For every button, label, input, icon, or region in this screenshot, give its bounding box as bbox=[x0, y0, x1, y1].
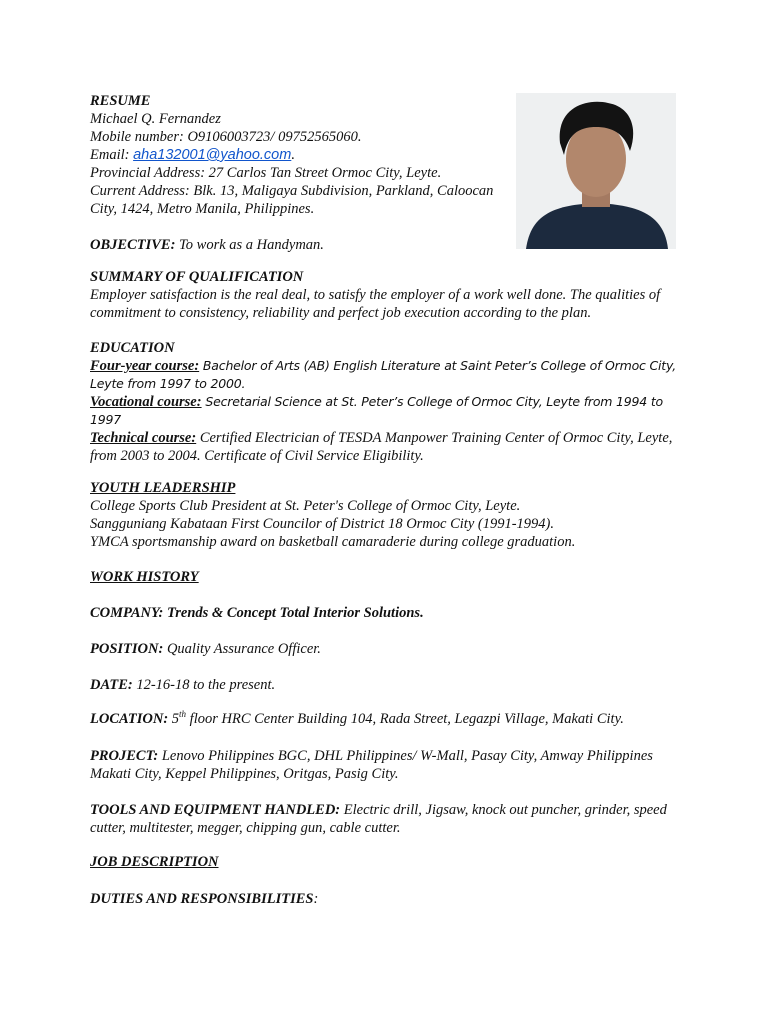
location-label: LOCATION: bbox=[90, 711, 169, 727]
objective-section bbox=[90, 236, 680, 254]
youth-heading: YOUTH LEADERSHIP bbox=[90, 480, 236, 496]
summary-text: Employer satisfaction is the real deal, to satisfy the employer of a work well done. The qualities of commitment to consistency, reliability and perfect job execution according to the plan. bbox=[90, 287, 661, 321]
profile-photo bbox=[516, 93, 676, 249]
project-value: Lenovo Philippines BGC, DHL Philippines/ W-Mall, Pasay City, Amway Philippines Makati City, Keppel Philippines, Oritgas, Pasig City. bbox=[90, 748, 653, 782]
youth-item: Sangguniang Kabataan First Councilor of District 18 Ormoc City (1991-1994). bbox=[90, 516, 554, 532]
project-label: PROJECT: bbox=[90, 748, 159, 764]
date-value: 12-16-18 to the present. bbox=[132, 677, 276, 693]
location-value: floor HRC Center Building 104, Rada Street, Legazpi Village, Makati City. bbox=[186, 711, 624, 727]
job-description-heading: JOB DESCRIPTION bbox=[90, 854, 219, 870]
duties-heading bbox=[90, 890, 680, 908]
date-label: DATE: bbox=[90, 677, 133, 693]
mobile-number: Mobile number: O9106003723/ 09752565060. bbox=[90, 129, 362, 145]
summary-heading: SUMMARY OF QUALIFICATION bbox=[90, 269, 304, 285]
position-label: POSITION: bbox=[90, 641, 164, 657]
education-heading: EDUCATION bbox=[90, 340, 175, 356]
resume-title: RESUME bbox=[90, 93, 151, 109]
work-history-heading: WORK HISTORY bbox=[90, 569, 199, 585]
tools-label: TOOLS AND EQUIPMENT HANDLED: bbox=[90, 802, 341, 818]
tools-value: Electric drill, Jigsaw, knock out puncher, grinder, speed cutter, multitester, megger, chipping gun, cable cutter. bbox=[90, 802, 667, 836]
summary-section bbox=[90, 268, 680, 322]
email-label: Email: bbox=[90, 147, 134, 163]
position bbox=[90, 640, 680, 658]
location bbox=[90, 710, 680, 728]
objective-text: To work as a Handyman. bbox=[175, 237, 324, 253]
four-year-label: Four-year course: bbox=[90, 358, 200, 374]
position-value: Quality Assurance Officer. bbox=[163, 641, 321, 657]
current-address-line1: Current Address: Blk. 13, Maligaya Subdivision, Parkland, Caloocan bbox=[90, 183, 494, 199]
vocational-label: Vocational course: bbox=[90, 394, 202, 410]
current-address-line2: City, 1424, Metro Manila, Philippines. bbox=[90, 201, 315, 217]
date bbox=[90, 676, 680, 694]
technical-text: Certified Electrician of TESDA Manpower Training Center of Ormoc City, Leyte, from 2003 to 2004. Certificate of Civil Service Eligibility. bbox=[90, 430, 673, 464]
provincial-address: Provincial Address: 27 Carlos Tan Street Ormoc City, Leyte. bbox=[90, 165, 442, 181]
youth-item: YMCA sportsmanship award on basketball camaraderie during college graduation. bbox=[90, 534, 576, 550]
location-floor: 5 bbox=[168, 711, 180, 727]
company: COMPANY: Trends & Concept Total Interior Solutions. bbox=[90, 605, 424, 621]
youth-item: College Sports Club President at St. Peter's College of Ormoc City, Leyte. bbox=[90, 498, 521, 514]
four-year-text: Bachelor of Arts (AB) English Literature at Saint Peter’s College of Ormoc City, Leyte from 1997 to 2000. bbox=[90, 358, 676, 391]
youth-section bbox=[90, 479, 680, 551]
tools bbox=[90, 801, 680, 837]
applicant-name: Michael Q. Fernandez bbox=[90, 111, 221, 127]
objective-label: OBJECTIVE: bbox=[90, 237, 176, 253]
education-section bbox=[90, 339, 680, 465]
technical-label: Technical course: bbox=[90, 430, 197, 446]
location-sup: th bbox=[179, 709, 187, 720]
duties-colon: : bbox=[313, 891, 319, 907]
vocational-text: Secretarial Science at St. Peter’s College of Ormoc City, Leyte from 1994 to 1997 bbox=[90, 394, 663, 427]
duties-label: DUTIES AND RESPONSIBILITIES bbox=[90, 891, 314, 907]
email-link[interactable]: aha132001@yahoo.com bbox=[133, 147, 292, 163]
project bbox=[90, 747, 680, 783]
email-end: . bbox=[291, 147, 295, 163]
